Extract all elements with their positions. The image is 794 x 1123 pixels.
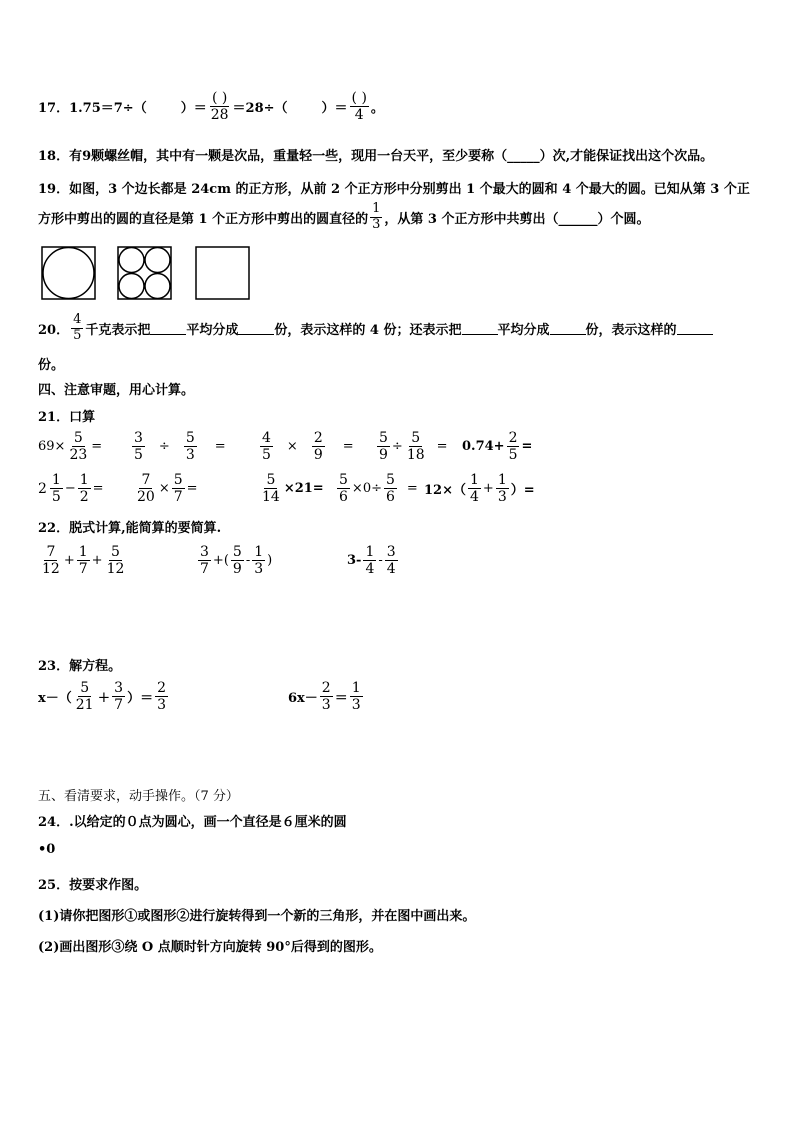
q21-r1-expr-a: 69× $\frac{5}{23}$ =	[38, 430, 103, 464]
q20-label: 20．	[38, 322, 70, 338]
question-21-title: 21．口算	[38, 410, 96, 425]
q24-center-point: •0	[38, 842, 56, 857]
q17-eq1: ）＝	[180, 101, 207, 117]
small-circle-1	[119, 248, 144, 273]
q17-end: 。	[370, 101, 384, 117]
q21-r2-expr-d: $\frac{5}{6}$ ×0÷ $\frac{5}{6}$ =	[339, 472, 418, 506]
question-20	[38, 313, 713, 344]
q21-r2-expr-b: $\frac{7}{20}$ × $\frac{5}{7}$ =	[137, 472, 198, 506]
q20-text-4: 平均分成	[497, 322, 550, 338]
q23-equation-2: 6x－ $\frac{2}{3}$ ＝ $\frac{1}{3}$	[288, 680, 361, 714]
q22-expr-1: $\frac{7}{12}$ + $\frac{1}{7}$ + $\frac{5}{12}$	[42, 544, 125, 578]
q25-part-1: (1)请你把图形①或图形②进行旋转得到一个新的三角形，并在图中画出来。	[38, 909, 476, 924]
q25-part-2: (2)画出图形③绕 O 点顺时针方向旋转 90°后得到的图形。	[38, 940, 382, 955]
q20-blank-4[interactable]	[550, 322, 586, 335]
q21-r2-expr-e: 12×（ $\frac{1}{4}$ + $\frac{1}{3}$ ）=	[424, 472, 535, 506]
q19-line2-a: 方形中剪出的圆的直径是第 1 个正方形中剪出的圆直径的	[38, 211, 369, 227]
q19-line2-b: ，从第 3 个正方形中共剪出（______）个圆。	[384, 211, 650, 227]
q17-eq2: ）＝	[321, 101, 348, 117]
q20-fraction: $\frac{4}{5}$	[73, 312, 82, 343]
q19-fraction: $\frac{1}{3}$	[372, 201, 381, 232]
question-19-line-1	[38, 178, 750, 197]
q17-label: 17．	[38, 101, 70, 117]
question-24: 24．.以给定的０点为圆心，画一个直径是６厘米的圆	[38, 815, 347, 830]
q20-text-2: 平均分成	[186, 322, 239, 338]
question-19-line-2	[38, 202, 650, 233]
question-22-title: 22．脱式计算,能简算的要简算.	[38, 521, 222, 536]
q20-text-5: 份，表示这样的	[585, 322, 677, 338]
q21-r1-expr-e: 0.74+ $\frac{2}{5}$ =	[462, 430, 533, 464]
q20-blank-5[interactable]	[677, 322, 713, 335]
q20-blank-2[interactable]	[238, 322, 274, 335]
q21-r2-expr-c: $\frac{5}{14}$ ×21=	[262, 472, 324, 506]
square-2	[118, 247, 171, 299]
q20-blank-1[interactable]	[150, 322, 186, 335]
q21-r1-expr-b: $\frac{3}{5}$ ÷ $\frac{5}{3}$ =	[134, 430, 226, 464]
q20-blank-3[interactable]	[462, 322, 498, 335]
small-circle-4	[145, 274, 170, 299]
question-23-title: 23．解方程。	[38, 659, 122, 674]
q19-line1: 19．如图，3 个边长都是 24cm 的正方形，从前 2 个正方形中分别剪出 1 个最大的圆和 4 个最大的圆。已知从第 3 个正	[38, 182, 750, 197]
q23-equation-1: x－（ $\frac{5}{21}$ + $\frac{3}{7}$ ）＝ $\frac{2}{3}$	[38, 680, 167, 714]
q17-mid: ＝28÷（	[232, 101, 288, 117]
q20-text-6: 份。	[38, 358, 65, 373]
q17-prefix: 1.75＝7÷（	[69, 101, 147, 117]
question-18	[38, 145, 713, 164]
section-5-title: 五、看清要求，动手操作。（7 分）	[38, 789, 239, 804]
question-20-end	[38, 354, 64, 373]
q17-fraction-1: $\frac{( )}{28}$	[210, 90, 229, 124]
small-circle-3	[119, 274, 144, 299]
q21-r1-expr-c: $\frac{4}{5}$ × $\frac{2}{9}$ =	[262, 430, 354, 464]
q20-text-1: 千克表示把	[85, 322, 151, 338]
square-3	[196, 247, 249, 299]
q19-squares-figure	[40, 245, 255, 301]
q21-r2-expr-a: 2 $\frac{1}{5}$ − $\frac{1}{2}$ =	[38, 472, 104, 506]
large-circle	[43, 248, 94, 299]
q22-expr-2: $\frac{3}{7}$ +( $\frac{5}{9}$ - $\frac{1}{3}$ )	[200, 544, 273, 578]
question-17	[38, 90, 384, 123]
q21-r1-expr-d: $\frac{5}{9}$ ÷ $\frac{5}{18}$ =	[379, 430, 448, 464]
section-4-title: 四、注意审题，用心计算。	[38, 383, 195, 398]
q18-text: 18．有9颗螺丝帽，其中有一颗是次品，重量轻一些，现用一台天平，至少要称（_____）次,才能保证找出这个次品。	[38, 149, 714, 164]
q20-text-3: 份，表示这样的 4 份；还表示把	[274, 322, 462, 338]
q17-fraction-2: $\frac{( )}{4}$	[351, 90, 367, 124]
small-circle-2	[145, 248, 170, 273]
question-25-title: 25．按要求作图。	[38, 878, 148, 893]
q22-expr-3: 3- $\frac{1}{4}$ - $\frac{3}{4}$	[347, 544, 396, 578]
